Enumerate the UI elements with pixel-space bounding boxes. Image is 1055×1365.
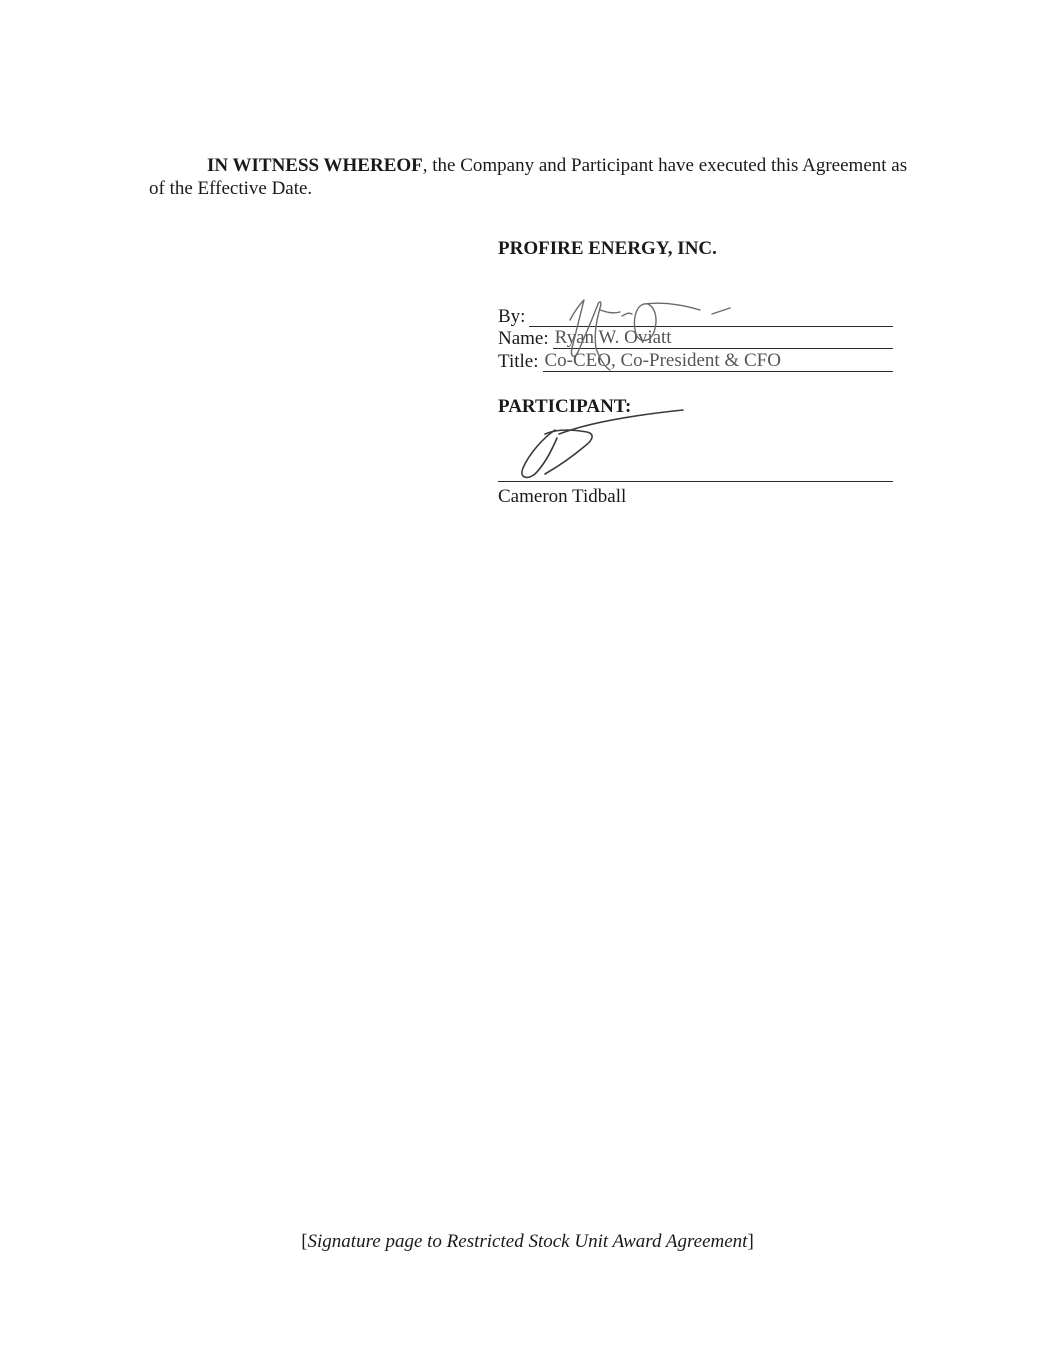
name-line xyxy=(498,327,893,349)
participant-label: PARTICIPANT: xyxy=(498,396,632,417)
name-value: Ryan W. Oviatt xyxy=(553,328,893,349)
footer-open-bracket: [ xyxy=(301,1231,308,1252)
name-label: Name: xyxy=(498,328,549,349)
company-name: PROFIRE ENERGY, INC. xyxy=(498,238,717,259)
by-signature-line xyxy=(529,306,893,327)
page-footer xyxy=(0,1231,1055,1253)
witness-lead: IN WITNESS WHEREOF xyxy=(207,155,423,176)
title-value: Co-CEO, Co-President & CFO xyxy=(543,351,894,372)
participant-signature-icon xyxy=(515,408,690,483)
witness-text: , the Company and Participant have executed this Agreement as of the Effective Date. xyxy=(149,155,908,199)
by-label: By: xyxy=(498,306,526,327)
participant-name: Cameron Tidball xyxy=(498,486,627,507)
footer-close-bracket: ] xyxy=(747,1231,754,1252)
footer-text: Signature page to Restricted Stock Unit Award Agreement xyxy=(307,1231,748,1252)
by-line xyxy=(498,305,893,327)
participant-signature-line xyxy=(498,481,893,482)
title-label: Title: xyxy=(498,351,539,372)
witness-paragraph xyxy=(149,154,914,200)
title-line xyxy=(498,350,893,372)
